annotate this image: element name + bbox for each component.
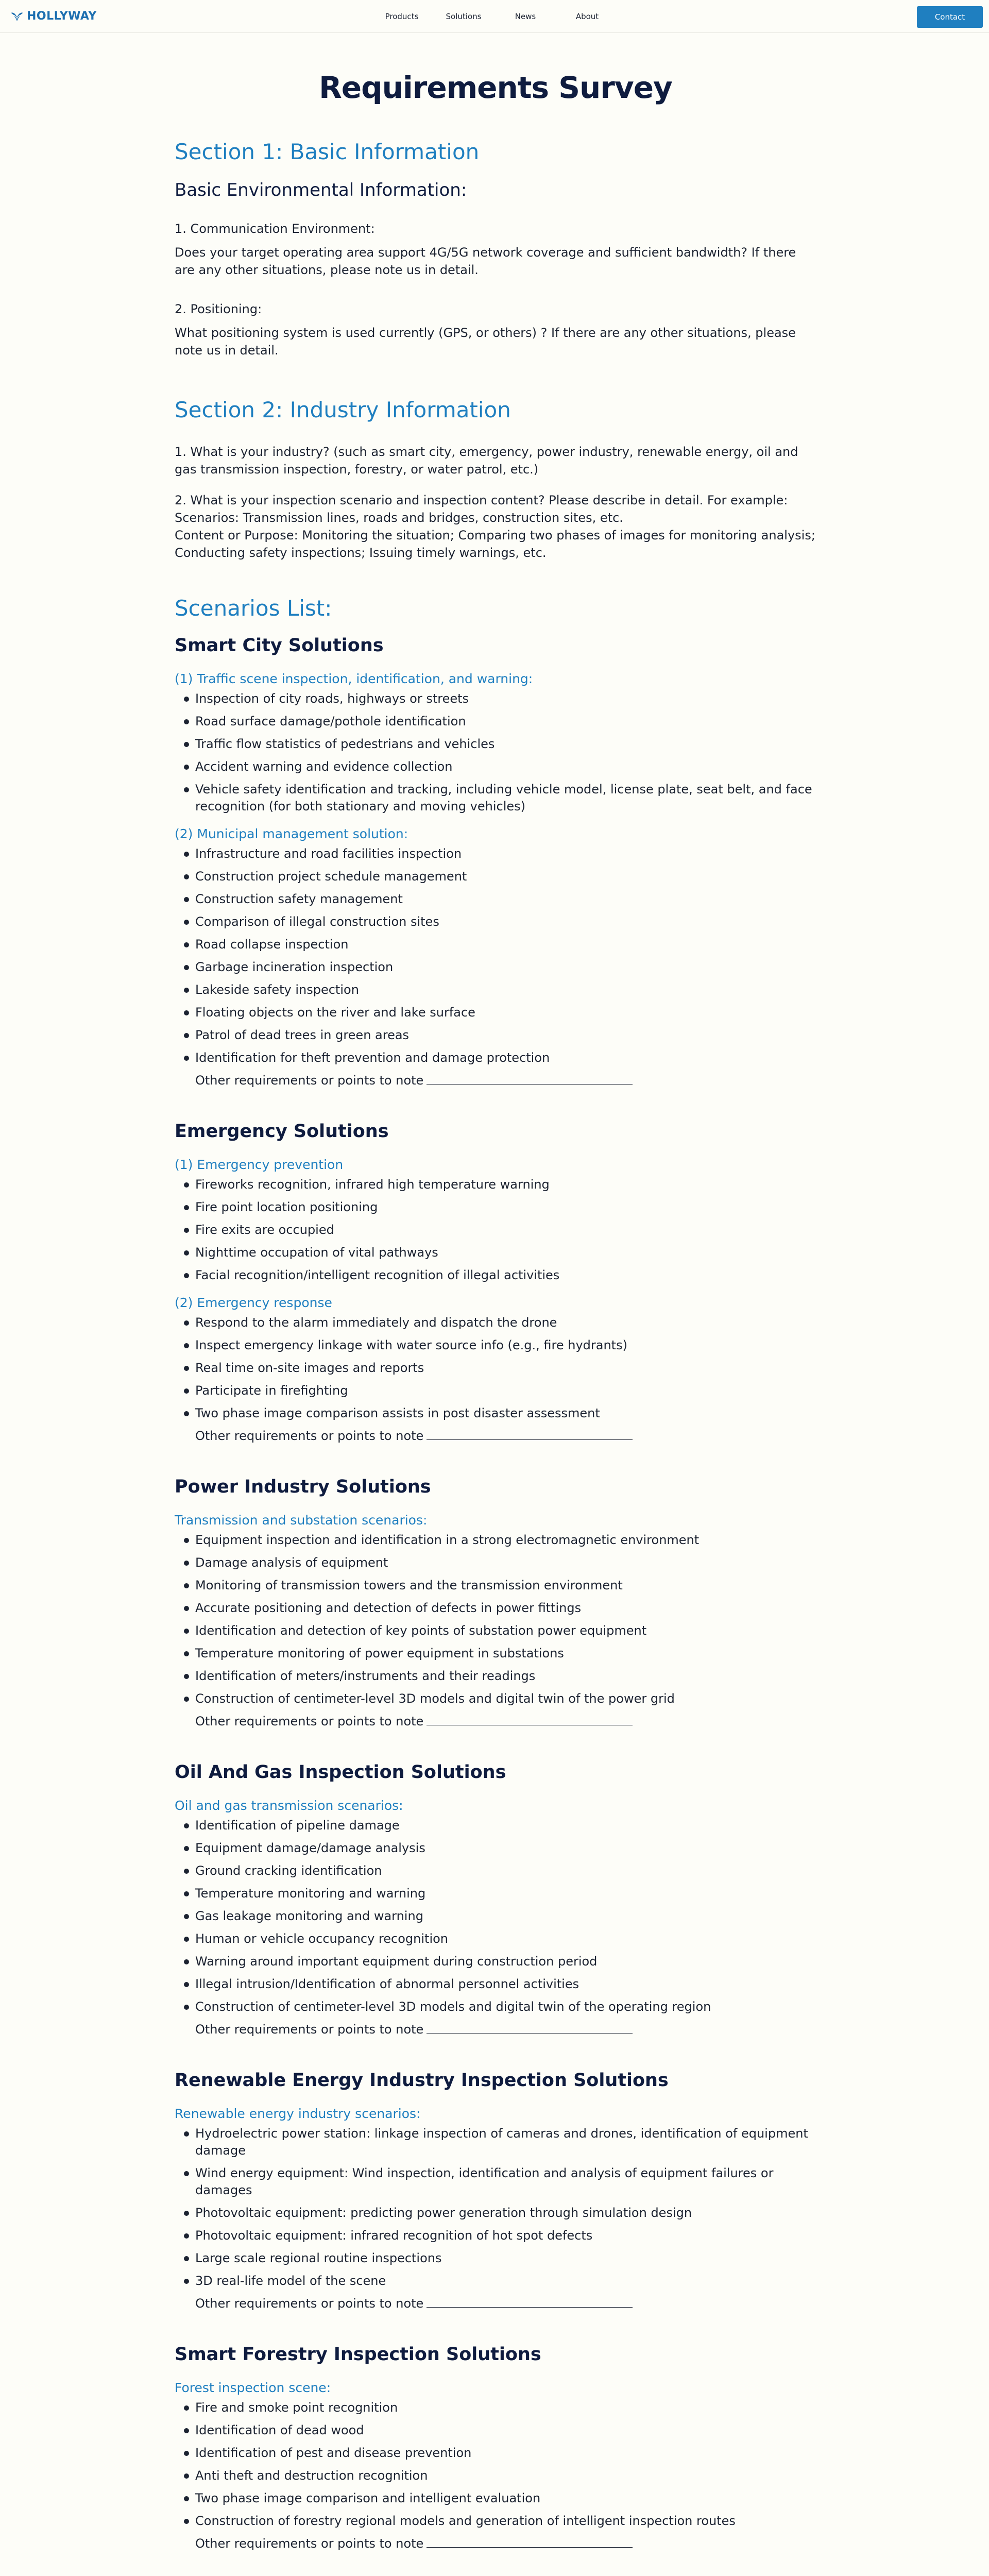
forestry-title: Smart Forestry Inspection Solutions <box>175 2344 541 2365</box>
section-2-title: Section 2: Industry Information <box>175 397 511 422</box>
list-item: Temperature monitoring and warning <box>184 1885 816 1902</box>
note-blank-line[interactable] <box>427 1715 633 1725</box>
list-item: Construction of forestry regional models and generation of intelligent inspection routes <box>184 2513 816 2530</box>
list-item: Identification of pest and disease prevention <box>184 2445 816 2462</box>
list-item: Fire exits are occupied <box>184 1222 816 1239</box>
list-item: Damage analysis of equipment <box>184 1554 816 1571</box>
oil-gas-scene-title: Oil and gas transmission scenarios: <box>175 1798 403 1813</box>
list-item: Floating objects on the river and lake surface <box>184 1004 816 1021</box>
list-item: Identification of pipeline damage <box>184 1817 816 1834</box>
list-item: Large scale regional routine inspections <box>184 2250 816 2267</box>
list-item: Vehicle safety identification and tracking, including vehicle model, license plate, seat belt, and face recognition (for both stationary and moving vehicles) <box>184 781 816 815</box>
forestry-scene-list <box>175 2399 816 2530</box>
list-item: Accident warning and evidence collection <box>184 758 816 775</box>
list-item: Nighttime occupation of vital pathways <box>184 1244 816 1261</box>
traffic-scene-title: (1) Traffic scene inspection, identification, and warning: <box>175 671 533 686</box>
list-item: Fire and smoke point recognition <box>184 2399 816 2416</box>
note-blank-line[interactable] <box>427 1074 633 1084</box>
nav-news[interactable]: News <box>515 11 536 21</box>
renewable-title: Renewable Energy Industry Inspection Solutions <box>175 2070 669 2091</box>
list-item: Identification of dead wood <box>184 2422 816 2439</box>
municipal-scene-title: (2) Municipal management solution: <box>175 826 408 841</box>
renewable-note: Other requirements or points to note <box>175 2295 816 2312</box>
list-item: Human or vehicle occupancy recognition <box>184 1930 816 1947</box>
traffic-scene-list <box>175 690 816 815</box>
list-item: Fireworks recognition, infrared high temperature warning <box>184 1176 816 1193</box>
emergency-prevention-list <box>175 1176 816 1284</box>
note-blank-line[interactable] <box>427 1430 633 1440</box>
section-1-title: Section 1: Basic Information <box>175 139 480 164</box>
list-item: Accurate positioning and detection of defects in power fittings <box>184 1600 816 1617</box>
renewable-scene-title: Renewable energy industry scenarios: <box>175 2106 421 2121</box>
list-item: Monitoring of transmission towers and the transmission environment <box>184 1577 816 1594</box>
forestry-note: Other requirements or points to note <box>175 2535 816 2552</box>
list-item: Facial recognition/intelligent recognition of illegal activities <box>184 1267 816 1284</box>
list-item: Photovoltaic equipment: infrared recognition of hot spot defects <box>184 2227 816 2244</box>
smart-city-title: Smart City Solutions <box>175 635 384 656</box>
list-item: Lakeside safety inspection <box>184 981 816 998</box>
top-nav-bar <box>0 0 989 33</box>
emergency-prevention-title: (1) Emergency prevention <box>175 1157 344 1172</box>
emergency-response-title: (2) Emergency response <box>175 1295 332 1310</box>
renewable-scene-list <box>175 2125 816 2290</box>
note-blank-line[interactable] <box>427 2297 633 2308</box>
list-item: Photovoltaic equipment: predicting power generation through simulation design <box>184 2205 816 2222</box>
list-item: Traffic flow statistics of pedestrians and vehicles <box>184 736 816 753</box>
list-item: Fire point location positioning <box>184 1199 816 1216</box>
main-nav <box>371 12 618 21</box>
list-item: Construction project schedule management <box>184 868 816 885</box>
emergency-note: Other requirements or points to note <box>175 1428 816 1445</box>
list-item: Temperature monitoring of power equipment in substations <box>184 1645 816 1662</box>
brand-logo[interactable] <box>10 10 97 23</box>
list-item: Identification and detection of key points of substation power equipment <box>184 1622 816 1639</box>
list-item: Identification for theft prevention and damage protection <box>184 1049 816 1066</box>
list-item: Anti theft and destruction recognition <box>184 2467 816 2484</box>
list-item: Warning around important equipment during construction period <box>184 1953 816 1970</box>
oil-gas-title: Oil And Gas Inspection Solutions <box>175 1762 506 1783</box>
contact-button[interactable]: Contact <box>917 6 983 28</box>
nav-products[interactable]: Products <box>385 11 419 21</box>
list-item: Equipment inspection and identification in a strong electromagnetic environment <box>184 1532 816 1549</box>
q-positioning-text: What positioning system is used currently (GPS, or others) ? If there are any other situations, please note us in detail. <box>175 326 796 358</box>
brand-name: HOLLYWAY <box>27 10 97 23</box>
section-1-subtitle: Basic Environmental Information: <box>175 180 467 200</box>
q-scenario-line-2: Scenarios: Transmission lines, roads and bridges, construction sites, etc. <box>175 511 623 525</box>
list-item: Hydroelectric power station: linkage inspection of cameras and drones, identification of equipment damage <box>184 2125 816 2159</box>
power-scene-list <box>175 1532 816 1707</box>
list-item: Inspection of city roads, highways or streets <box>184 690 816 707</box>
list-item: Inspect emergency linkage with water source info (e.g., fire hydrants) <box>184 1337 816 1354</box>
list-item: Ground cracking identification <box>184 1862 816 1879</box>
q-scenario-line-4: Conducting safety inspections; Issuing timely warnings, etc. <box>175 546 547 560</box>
list-item: Wind energy equipment: Wind inspection, identification and analysis of equipment failures or damages <box>184 2165 816 2199</box>
list-item: Road collapse inspection <box>184 936 816 953</box>
power-scene-title: Transmission and substation scenarios: <box>175 1513 428 1528</box>
list-item: Two phase image comparison and intelligent evaluation <box>184 2490 816 2507</box>
emergency-response-list <box>175 1314 816 1422</box>
list-item: Comparison of illegal construction sites <box>184 913 816 930</box>
power-title: Power Industry Solutions <box>175 1477 431 1497</box>
list-item: Participate in firefighting <box>184 1382 816 1399</box>
list-item: Real time on-site images and reports <box>184 1360 816 1377</box>
list-item: Identification of meters/instruments and their readings <box>184 1668 816 1685</box>
list-item: Construction safety management <box>184 891 816 908</box>
list-item: Two phase image comparison assists in post disaster assessment <box>184 1405 816 1422</box>
page-title: Requirements Survey <box>319 70 672 105</box>
list-item: Construction of centimeter-level 3D models and digital twin of the operating region <box>184 1998 816 2015</box>
nav-solutions[interactable]: Solutions <box>446 11 482 21</box>
note-blank-line[interactable] <box>427 2537 633 2548</box>
oil-gas-scene-list <box>175 1817 816 2015</box>
list-item: Respond to the alarm immediately and dispatch the drone <box>184 1314 816 1331</box>
list-item: Equipment damage/damage analysis <box>184 1840 816 1857</box>
power-note: Other requirements or points to note <box>175 1713 816 1730</box>
wing-logo-icon <box>10 11 24 22</box>
scenarios-list-title: Scenarios List: <box>175 596 332 621</box>
emergency-title: Emergency Solutions <box>175 1121 389 1142</box>
list-item: Patrol of dead trees in green areas <box>184 1027 816 1044</box>
q-scenario-line-3: Content or Purpose: Monitoring the situation; Comparing two phases of images for monitoring analysis; <box>175 528 815 543</box>
q-positioning-label: 2. Positioning: <box>175 302 262 316</box>
survey-content <box>173 70 816 2576</box>
note-blank-line[interactable] <box>427 2023 633 2033</box>
list-item: Construction of centimeter-level 3D models and digital twin of the power grid <box>184 1690 816 1707</box>
list-item: Illegal intrusion/Identification of abnormal personnel activities <box>184 1976 816 1993</box>
q-industry-text: 1. What is your industry? (such as smart city, emergency, power industry, renewable energy, oil and gas transmission inspection, forestry, or water patrol, etc.) <box>175 445 798 477</box>
q-communication-text: Does your target operating area support 4G/5G network coverage and sufficient bandwidth? If there are any other situations, please note us in detail. <box>175 245 796 277</box>
list-item: Road surface damage/pothole identification <box>184 713 816 730</box>
q-communication-label: 1. Communication Environment: <box>175 222 375 236</box>
smart-city-note: Other requirements or points to note <box>175 1072 816 1089</box>
oil-gas-note: Other requirements or points to note <box>175 2021 816 2038</box>
forestry-scene-title: Forest inspection scene: <box>175 2380 331 2395</box>
municipal-scene-list <box>175 845 816 1066</box>
list-item: Infrastructure and road facilities inspection <box>184 845 816 862</box>
q-scenario-line-1: 2. What is your inspection scenario and inspection content? Please describe in detail. For example: <box>175 493 788 507</box>
list-item: Gas leakage monitoring and warning <box>184 1908 816 1925</box>
nav-about[interactable]: About <box>575 11 599 21</box>
list-item: 3D real-life model of the scene <box>184 2273 816 2290</box>
list-item: Garbage incineration inspection <box>184 959 816 976</box>
